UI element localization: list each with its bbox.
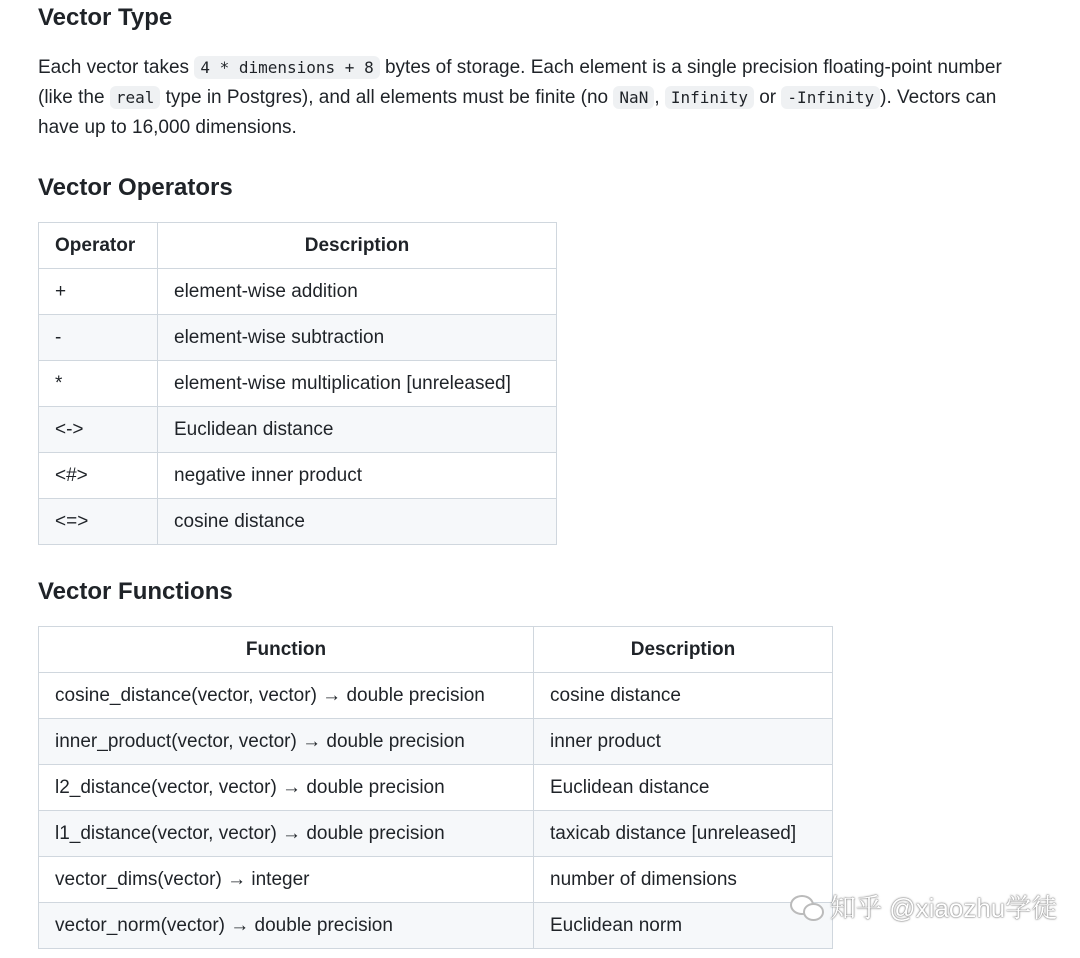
table-row bbox=[39, 407, 557, 453]
description-cell: element-wise multiplication [unreleased] bbox=[158, 361, 557, 407]
table-row bbox=[39, 361, 557, 407]
operator-cell: + bbox=[39, 269, 158, 315]
column-header-function: Function bbox=[39, 627, 534, 673]
operator-cell: <#> bbox=[39, 453, 158, 499]
column-header-operator: Operator bbox=[39, 223, 158, 269]
vector-type-paragraph bbox=[38, 53, 1038, 143]
operator-cell: - bbox=[39, 315, 158, 361]
watermark-text: 知乎 @xiaozhu学徒 bbox=[830, 893, 1058, 923]
para-text-1: Each vector takes bbox=[38, 57, 190, 78]
description-cell: inner product bbox=[534, 719, 833, 765]
para-text-4: , bbox=[654, 87, 660, 108]
table-row bbox=[39, 811, 833, 857]
table-row bbox=[39, 903, 833, 949]
vector-type-heading: Vector Type bbox=[38, 4, 173, 31]
description-cell: Euclidean distance bbox=[158, 407, 557, 453]
para-text-5: or bbox=[759, 87, 777, 108]
table-row bbox=[39, 765, 833, 811]
code-real: real bbox=[110, 86, 161, 109]
function-cell: vector_dims(vector) → integer bbox=[39, 857, 534, 903]
code-nan: NaN bbox=[613, 86, 654, 109]
table-row bbox=[39, 453, 557, 499]
vector-operators-heading: Vector Operators bbox=[38, 174, 233, 201]
operators-table bbox=[38, 222, 557, 545]
table-row bbox=[39, 719, 833, 765]
description-cell: Euclidean norm bbox=[534, 903, 833, 949]
operator-cell: <=> bbox=[39, 499, 158, 545]
code-storage: 4 * dimensions + 8 bbox=[194, 56, 379, 79]
code-infinity: Infinity bbox=[665, 86, 754, 109]
table-row bbox=[39, 269, 557, 315]
table-row bbox=[39, 315, 557, 361]
description-cell: cosine distance bbox=[534, 673, 833, 719]
description-cell: Euclidean distance bbox=[534, 765, 833, 811]
description-cell: element-wise subtraction bbox=[158, 315, 557, 361]
function-cell: inner_product(vector, vector) → double precision bbox=[39, 719, 534, 765]
description-cell: number of dimensions bbox=[534, 857, 833, 903]
description-cell: cosine distance bbox=[158, 499, 557, 545]
function-cell: l2_distance(vector, vector) → double precision bbox=[39, 765, 534, 811]
table-row bbox=[39, 673, 833, 719]
function-cell: cosine_distance(vector, vector) → double precision bbox=[39, 673, 534, 719]
para-text-6: ). Vectors can have up to 16,000 dimensions. bbox=[38, 87, 997, 138]
watermark bbox=[790, 888, 1057, 925]
para-text-3: type in Postgres), and all elements must be finite (no bbox=[165, 87, 609, 108]
column-header-description: Description bbox=[158, 223, 557, 269]
table-row bbox=[39, 499, 557, 545]
table-header-row bbox=[39, 627, 833, 673]
vector-functions-heading: Vector Functions bbox=[38, 578, 233, 605]
operator-cell: <-> bbox=[39, 407, 158, 453]
description-cell: element-wise addition bbox=[158, 269, 557, 315]
column-header-description: Description bbox=[534, 627, 833, 673]
function-cell: l1_distance(vector, vector) → double precision bbox=[39, 811, 534, 857]
table-row bbox=[39, 857, 833, 903]
description-cell: negative inner product bbox=[158, 453, 557, 499]
para-text-2: bytes of storage. Each element is a single precision floating-point number (like the bbox=[38, 57, 1002, 108]
operator-cell: * bbox=[39, 361, 158, 407]
function-cell: vector_norm(vector) → double precision bbox=[39, 903, 534, 949]
table-header-row bbox=[39, 223, 557, 269]
functions-table bbox=[38, 626, 833, 949]
wechat-icon bbox=[790, 893, 824, 921]
code-neg-infinity: -Infinity bbox=[781, 86, 880, 109]
description-cell: taxicab distance [unreleased] bbox=[534, 811, 833, 857]
